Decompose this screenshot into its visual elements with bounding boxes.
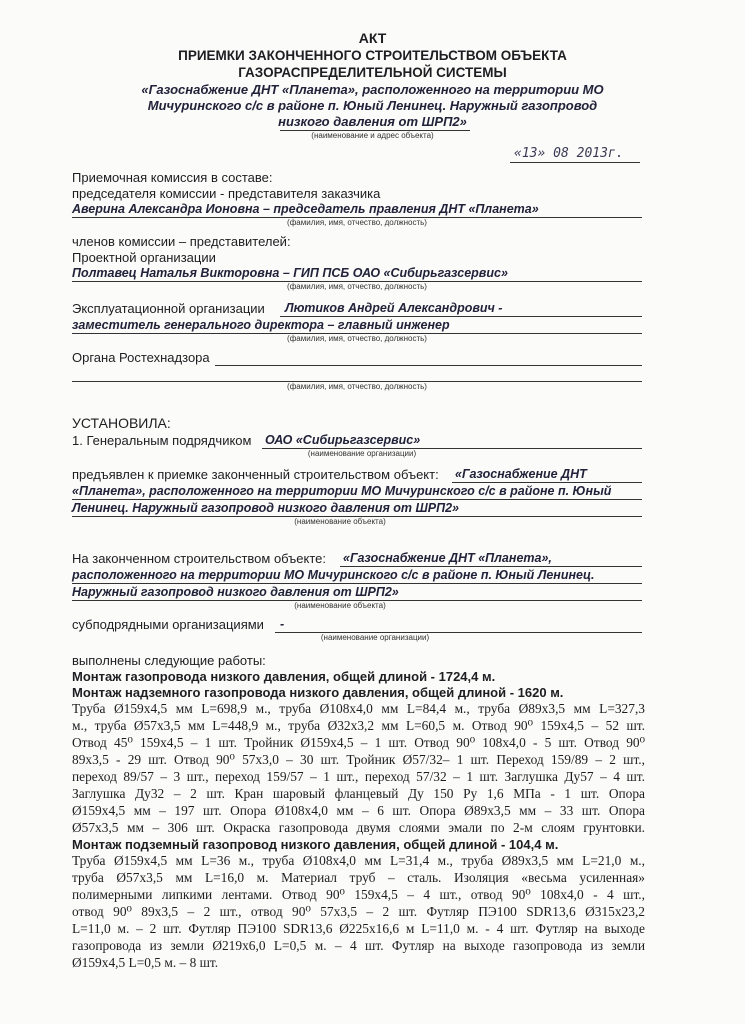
chair-value: Аверина Александра Ионовна – председатель правления ДНТ «Планета» xyxy=(72,202,539,216)
above-line-4: 89х3,5 - 29 шт. Отвод 90⁰ 57х3,0 – 30 шт. Тройник Ø57/32– 1 шт. Переход 159/89 – 2 шт., xyxy=(72,752,645,767)
under-line-7: Ø159х4,5 L=0,5 м. – 8 шт. xyxy=(72,955,219,970)
act-date: «13» 08 2013г. xyxy=(514,146,624,161)
chair-caption: (фамилия, имя, отчество, должность) xyxy=(287,218,427,227)
works-total: Монтаж газопровода низкого давления, общей длиной - 1724,4 м. xyxy=(72,669,496,684)
works-under-heading: Монтаж подземный газопровод низкого давления, общей длиной - 104,4 м. xyxy=(72,837,559,852)
above-line-6: Заглушка Ду32 – 2 шт. Кран шаровый фланцевый Ду 150 Ру 1,6 МПа - 1 шт. Опора xyxy=(72,786,645,801)
object-caption: (наименование и адрес объекта) xyxy=(311,131,434,140)
above-line-8: Ø57х3,5 мм – 306 шт. Окраска газопровода двумя слоями эмали по 2-м слоям грунтовки. xyxy=(72,820,645,835)
above-line-1: Труба Ø159х4,5 мм L=698,9 м., труба Ø108х4,0 мм L=84,4 м., труба Ø89х3,5 мм L=327,3 xyxy=(72,701,645,716)
design-org-value: Полтавец Наталья Викторовна – ГИП ПСБ ОАО «Сибирьгазсервис» xyxy=(72,266,508,280)
presented-label: предъявлен к приемке законченный строительством объект: xyxy=(72,467,439,482)
subcontractor-caption: (наименование организации) xyxy=(320,633,430,642)
completed-value3: Наружный газопровод низкого давления от ШРП2» xyxy=(72,585,399,599)
operating-org-value2: заместитель генерального директора – главный инженер xyxy=(72,318,450,332)
rostekh-caption: (фамилия, имя, отчество, должность) xyxy=(287,382,427,391)
established-heading: УСТАНОВИЛА: xyxy=(72,415,171,431)
contractor-label: 1. Генеральным подрядчиком xyxy=(72,433,252,448)
above-line-3: Отвод 45⁰ 159х4,5 – 1 шт. Тройник Ø159х4,5 – 1 шт. Отвод 90⁰ 108х4,0 - 5 шт. Отвод 90⁰ xyxy=(72,735,645,750)
completed-caption: (наименование объекта) xyxy=(294,601,386,610)
design-org-label: Проектной организации xyxy=(72,250,216,265)
operating-org-caption: (фамилия, имя, отчество, должность) xyxy=(287,334,427,343)
under-line-3: полимерными липкими лентами. Отвод 90⁰ 159х4,5 – 4 шт., отвод 90⁰ 108х4,0 - 4 шт., xyxy=(72,887,645,902)
operating-org-underline1 xyxy=(280,316,642,317)
presented-caption: (наименование объекта) xyxy=(294,517,386,526)
rostekh-label: Органа Ростехнадзора xyxy=(72,350,210,365)
contractor-caption: (наименование организации) xyxy=(307,449,417,458)
chair-label: председателя комиссии - представителя заказчика xyxy=(72,186,381,201)
act-title-line2: ГАЗОРАСПРЕДЕЛИТЕЛЬНОЙ СИСТЕМЫ xyxy=(238,65,507,80)
above-line-5: переход 89/57 – 3 шт., переход 159/57 – 1 шт., переход 57/32 – 1 шт. Заглушка Ду57 – 4 шт. xyxy=(72,769,645,784)
completed-value2: расположенного на территории МО Мичуринского с/с в районе п. Юный Ленинец. xyxy=(72,568,595,582)
object-name-line3: низкого давления от ШРП2» xyxy=(278,114,467,129)
contractor-value: ОАО «Сибирьгазсервис» xyxy=(265,433,421,447)
works-above-heading: Монтаж надземного газопровода низкого давления, общей длиной - 1620 м. xyxy=(72,685,564,700)
members-label: членов комиссии – представителей: xyxy=(72,234,291,249)
under-line-6: газопровода из земли Ø219х6,0 L=0,5 м. – 4 шт. Футляр на выходе газопровода из земли xyxy=(72,938,645,953)
above-line-7: Ø159х4,5 мм – 197 шт. Опора Ø108х4,0 мм – 6 шт. Опора Ø89х3,5 мм – 33 шт. Опора xyxy=(72,803,645,818)
operating-org-label: Эксплуатационной организации xyxy=(72,301,265,316)
subcontractor-value: - xyxy=(280,617,285,631)
works-label: выполнены следующие работы: xyxy=(72,653,266,668)
under-line-2: труба Ø57х3,5 мм L=16,0 м. Материал труб – сталь. Изоляция «весьма усиленная» xyxy=(72,870,645,885)
rostekh-underline1 xyxy=(215,365,642,366)
completed-underline2 xyxy=(72,583,642,584)
act-heading: АКТ xyxy=(358,30,387,46)
commission-intro: Приемочная комиссия в составе: xyxy=(72,170,273,185)
under-line-4: отвод 90⁰ 89х3,5 – 2 шт., отвод 90⁰ 57х3,5 – 2 шт. Футляр ПЭ100 SDR13,6 Ø315х23,2 xyxy=(72,904,645,919)
under-line-1: Труба Ø159х4,5 мм L=36 м., труба Ø108х4,0 мм L=31,4 м., труба Ø89х3,5 мм L=21,0 м., xyxy=(72,853,645,868)
act-title-line1: ПРИЕМКИ ЗАКОНЧЕННОГО СТРОИТЕЛЬСТВОМ ОБЪЕКТА xyxy=(178,48,567,63)
subcontractor-label: субподрядными организациями xyxy=(72,617,264,632)
presented-underline1 xyxy=(452,482,642,483)
operating-org-value1: Лютиков Андрей Александрович - xyxy=(285,301,503,315)
presented-value1: «Газоснабжение ДНТ xyxy=(455,467,587,481)
completed-underline1 xyxy=(340,566,642,567)
completed-label: На законченном строительством объекте: xyxy=(72,551,327,566)
date-underline xyxy=(510,162,640,163)
object-name-line2: Мичуринского с/с в районе п. Юный Ленинец. Наружный газопровод xyxy=(147,98,598,113)
under-line-5: L=11,0 м. – 2 шт. Футляр ПЭ100 SDR13,6 Ø225х16,6 м L=11,0 м. - 4 шт. Футляр на выходе xyxy=(72,921,645,936)
presented-value2: «Планета», расположенного на территории МО Мичуринского с/с в районе п. Юный xyxy=(72,484,612,498)
presented-underline2 xyxy=(72,499,642,500)
presented-value3: Ленинец. Наружный газопровод низкого давления от ШРП2» xyxy=(72,501,459,515)
design-org-caption: (фамилия, имя, отчество, должность) xyxy=(287,282,427,291)
object-name-line1: «Газоснабжение ДНТ «Планета», расположенного на территории МО xyxy=(141,82,604,97)
completed-value1: «Газоснабжение ДНТ «Планета», xyxy=(343,551,552,565)
above-line-2: м., труба Ø57х3,5 мм L=448,9 м., труба Ø32х3,2 мм L=60,5 м. Отвод 90⁰ 159х4,5 – 52 шт. xyxy=(72,718,645,733)
